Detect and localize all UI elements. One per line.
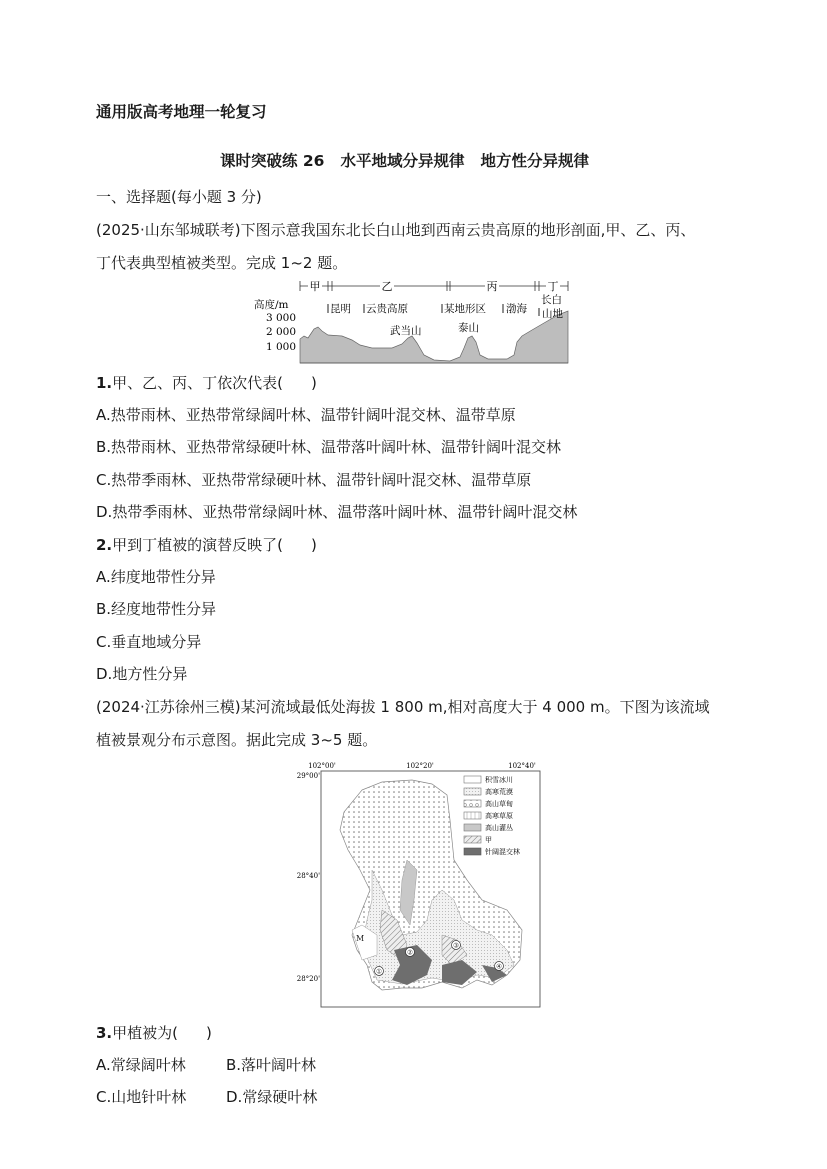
question-1 bbox=[96, 373, 317, 393]
title-part-2: 水平地域分异规律 bbox=[340, 152, 465, 170]
question-stem: 甲到丁植被的演替反映了( bbox=[112, 536, 283, 554]
question-stem: 甲、乙、丙、丁依次代表( bbox=[112, 374, 283, 392]
longitude-label: 102°40' bbox=[508, 762, 536, 770]
latitude-label: 28°20' bbox=[296, 975, 320, 983]
q3-option-a[interactable]: A.常绿阔叶林 bbox=[96, 1056, 186, 1074]
question-close-paren: ) bbox=[311, 374, 317, 392]
intro-2-line-2: 植被景观分布示意图。据此完成 3~5 题。 bbox=[96, 731, 378, 749]
vegetation-map-figure bbox=[282, 760, 544, 1010]
intro-2-line-1: (2024·江苏徐州三模)某河流域最低处海拔 1 800 m,相对高度大于 4 000 m。下图为该流域 bbox=[96, 698, 710, 716]
document-header: 通用版高考地理一轮复习 bbox=[96, 103, 267, 121]
section-heading: 一、选择题(每小题 3 分) bbox=[96, 188, 262, 206]
title-part-1: 课时突破练 26 bbox=[220, 152, 325, 170]
question-number: 1. bbox=[96, 374, 113, 392]
q2-option-b[interactable]: B.经度地带性分异 bbox=[96, 600, 217, 618]
q3-options-row-1 bbox=[96, 1055, 317, 1075]
y-tick-label: 1 000 bbox=[265, 341, 296, 353]
question-2 bbox=[96, 535, 317, 555]
legend-item: 高山灌丛 bbox=[485, 824, 513, 832]
q2-option-d[interactable]: D.地方性分异 bbox=[96, 665, 188, 683]
marker-3: ③ bbox=[453, 941, 459, 950]
terrain-area bbox=[300, 311, 568, 363]
q2-option-c[interactable]: C.垂直地域分异 bbox=[96, 633, 202, 651]
marker-4: ④ bbox=[496, 962, 502, 971]
place-label: 山地 bbox=[542, 308, 563, 320]
zone-label: 丁 bbox=[547, 280, 559, 293]
q3-option-b[interactable]: B.落叶阔叶林 bbox=[226, 1056, 317, 1074]
legend-item: 甲 bbox=[485, 836, 492, 844]
q3-option-c[interactable]: C.山地针叶林 bbox=[96, 1088, 187, 1106]
place-label: 渤海 bbox=[506, 303, 527, 315]
page-title bbox=[220, 151, 589, 171]
longitude-label: 102°20' bbox=[406, 762, 434, 770]
point-m-label: M bbox=[356, 934, 365, 943]
q3-options-row-2 bbox=[96, 1087, 318, 1107]
title-part-3: 地方性分异规律 bbox=[480, 152, 589, 170]
legend-item: 积雪冰川 bbox=[485, 776, 513, 784]
legend-item: 高寒草原 bbox=[485, 812, 513, 820]
question-close-paren: ) bbox=[311, 536, 317, 554]
zone-label: 丙 bbox=[486, 280, 498, 293]
q1-option-c[interactable]: C.热带季雨林、亚热带常绿硬叶林、温带针阔叶混交林、温带草原 bbox=[96, 471, 532, 489]
question-close-paren: ) bbox=[206, 1024, 212, 1042]
q3-option-d[interactable]: D.常绿硬叶林 bbox=[226, 1088, 318, 1106]
latitude-label: 28°40' bbox=[296, 872, 320, 880]
y-tick-label: 2 000 bbox=[265, 326, 296, 338]
marker-1: ① bbox=[376, 967, 382, 976]
peak-label: 泰山 bbox=[458, 322, 479, 334]
question-number: 3. bbox=[96, 1024, 113, 1042]
place-label: 某地形区 bbox=[444, 303, 486, 315]
zone-label: 乙 bbox=[381, 280, 393, 293]
zone-label: 甲 bbox=[309, 280, 321, 293]
place-label: 长白 bbox=[541, 294, 562, 306]
peak-label: 武当山 bbox=[390, 325, 422, 337]
place-label: 昆明 bbox=[330, 303, 351, 315]
intro-1-line-2: 丁代表典型植被类型。完成 1~2 题。 bbox=[96, 254, 348, 272]
intro-1-line-1: (2025·山东邹城联考)下图示意我国东北长白山地到西南云贵高原的地形剖面,甲、乙、丙、 bbox=[96, 221, 696, 239]
zone-brackets bbox=[300, 281, 568, 291]
q1-option-d[interactable]: D.热带季雨林、亚热带常绿阔叶林、温带落叶阔叶林、温带针阔叶混交林 bbox=[96, 503, 578, 521]
legend-item: 针阔混交林 bbox=[485, 848, 520, 856]
q2-option-a[interactable]: A.纬度地带性分异 bbox=[96, 568, 216, 586]
terrain-profile-figure bbox=[252, 278, 574, 366]
longitude-label: 102°00' bbox=[308, 762, 336, 770]
y-tick-label: 3 000 bbox=[265, 312, 296, 324]
question-number: 2. bbox=[96, 536, 113, 554]
legend-item: 高山草甸 bbox=[485, 800, 513, 808]
question-3 bbox=[96, 1023, 212, 1043]
question-stem: 甲植被为( bbox=[112, 1024, 178, 1042]
legend-item: 高寒荒漠 bbox=[485, 788, 513, 796]
q1-option-b[interactable]: B.热带雨林、亚热带常绿硬叶林、温带落叶阔叶林、温带针阔叶混交林 bbox=[96, 438, 562, 456]
y-axis-label: 高度/m bbox=[254, 299, 289, 311]
latitude-label: 29°00' bbox=[296, 772, 320, 780]
place-label: 云贵高原 bbox=[366, 303, 408, 315]
q1-option-a[interactable]: A.热带雨林、亚热带常绿阔叶林、温带针阔叶混交林、温带草原 bbox=[96, 406, 516, 424]
marker-2: ② bbox=[407, 948, 413, 957]
